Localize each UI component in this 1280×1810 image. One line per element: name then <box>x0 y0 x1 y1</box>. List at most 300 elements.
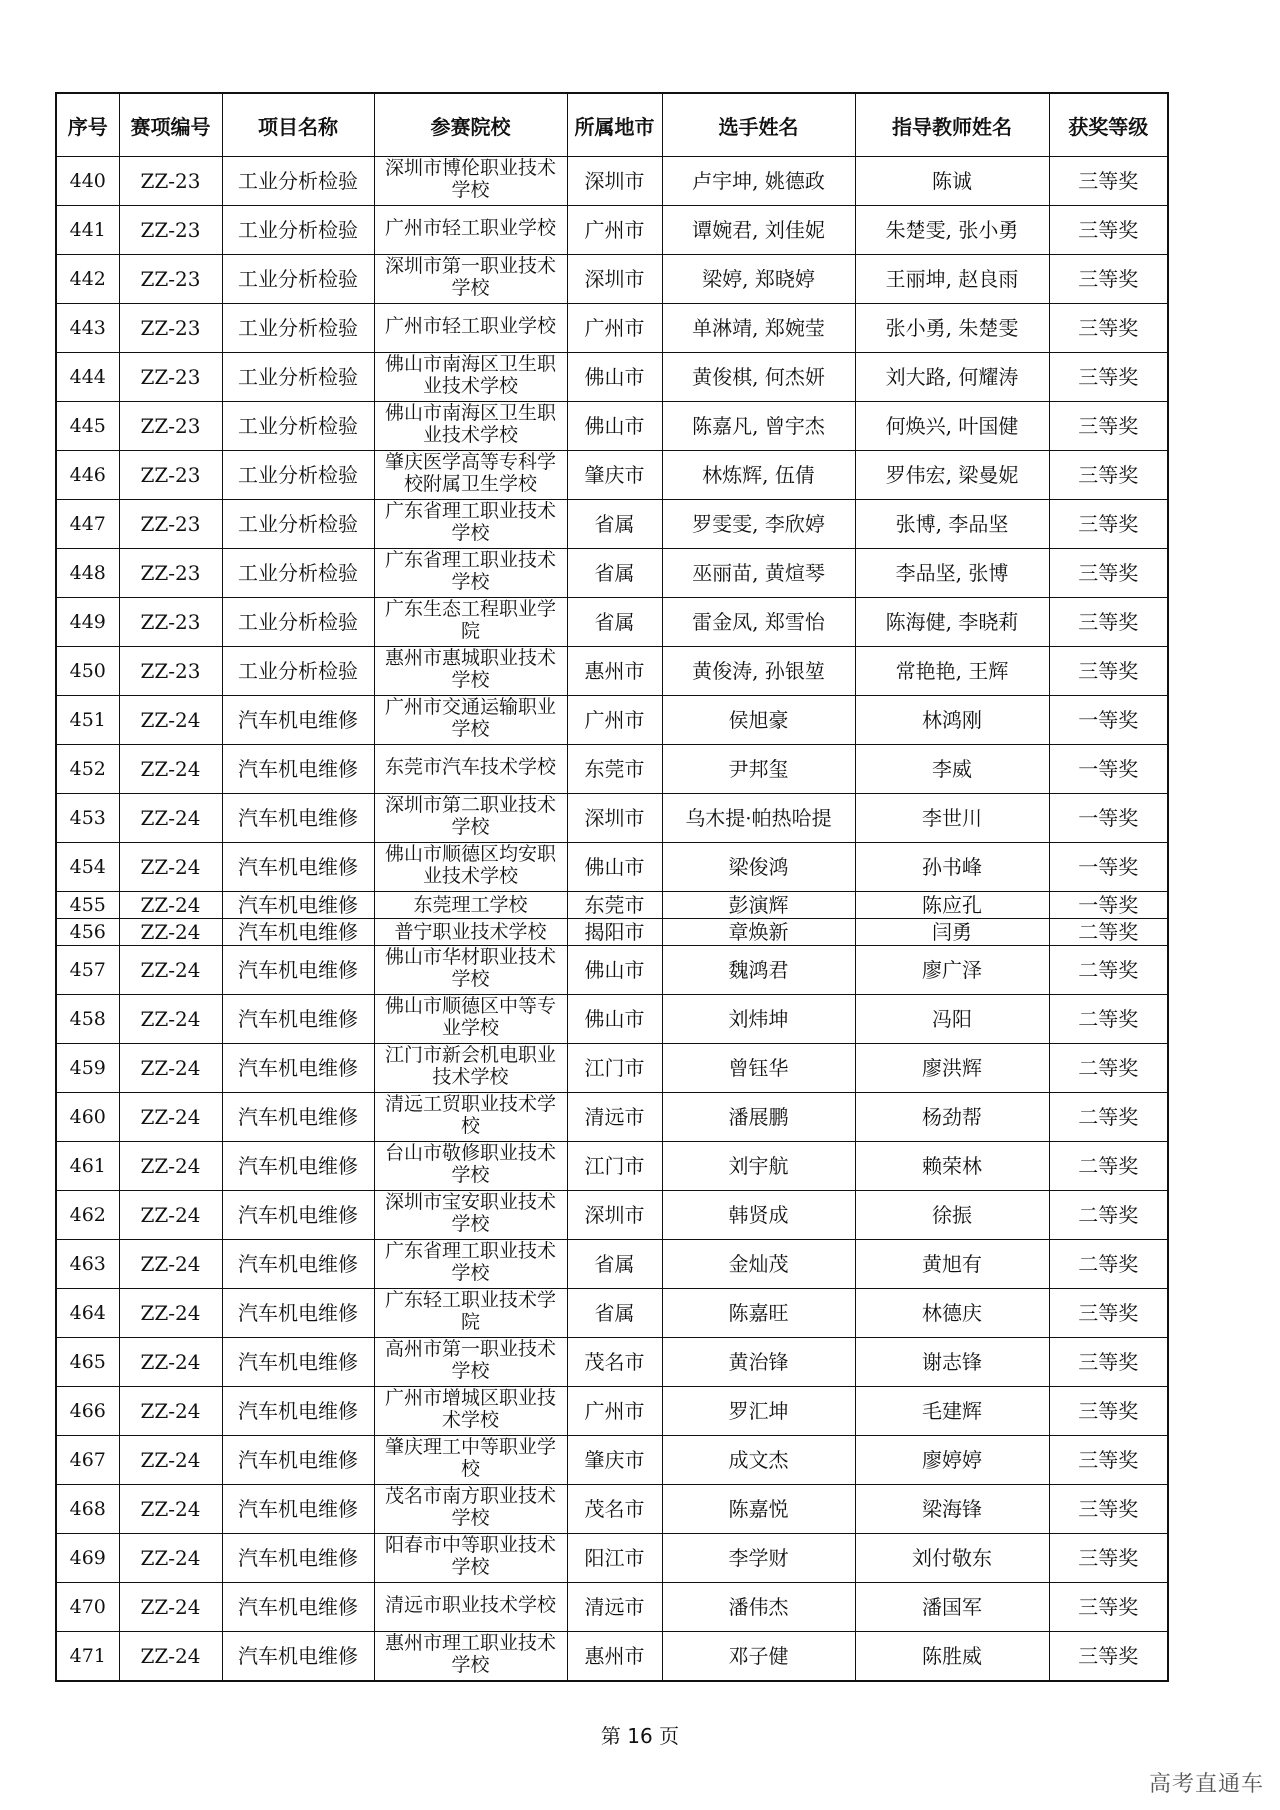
cell-instructors: 陈海健, 李晓莉 <box>855 598 1049 647</box>
cell-contestants: 刘宇航 <box>662 1142 855 1191</box>
cell-contestants: 黄俊涛, 孙银堃 <box>662 647 855 696</box>
school-name: 佛山市顺德区中等专业学校 <box>384 995 556 1039</box>
cell-contestants: 单淋靖, 郑婉莹 <box>662 304 855 353</box>
cell-school <box>374 892 567 919</box>
cell-serial: 443 <box>56 304 119 353</box>
cell-contestants: 卢宇坤, 姚德政 <box>662 157 855 206</box>
cell-school <box>374 1338 567 1387</box>
cell-event-code: ZZ-23 <box>119 500 222 549</box>
cell-city: 深圳市 <box>567 255 662 304</box>
cell-school <box>374 647 567 696</box>
cell-school <box>374 353 567 402</box>
school-name: 阳春市中等职业技术学校 <box>384 1534 556 1578</box>
cell-city: 江门市 <box>567 1142 662 1191</box>
awards-table <box>55 92 1169 1682</box>
school-name: 佛山市南海区卫生职业技术学校 <box>384 402 556 446</box>
cell-instructors: 陈胜威 <box>855 1632 1049 1681</box>
cell-project-name: 汽车机电维修 <box>222 1289 374 1338</box>
cell-school <box>374 1534 567 1583</box>
cell-school <box>374 1191 567 1240</box>
cell-contestants: 林炼辉, 伍倩 <box>662 451 855 500</box>
cell-contestants: 罗汇坤 <box>662 1387 855 1436</box>
cell-project-name: 汽车机电维修 <box>222 1142 374 1191</box>
cell-instructors: 梁海锋 <box>855 1485 1049 1534</box>
table-row <box>56 1632 1168 1681</box>
cell-school <box>374 1044 567 1093</box>
cell-contestants: 陈嘉凡, 曾宇杰 <box>662 402 855 451</box>
school-name: 广州市交通运输职业学校 <box>384 696 556 740</box>
table-row <box>56 647 1168 696</box>
cell-city: 佛山市 <box>567 843 662 892</box>
cell-serial: 469 <box>56 1534 119 1583</box>
cell-award-level: 二等奖 <box>1049 1142 1168 1191</box>
cell-event-code: ZZ-23 <box>119 255 222 304</box>
cell-serial: 458 <box>56 995 119 1044</box>
cell-city: 省属 <box>567 500 662 549</box>
cell-school <box>374 745 567 794</box>
cell-instructors: 廖广泽 <box>855 946 1049 995</box>
cell-project-name: 汽车机电维修 <box>222 696 374 745</box>
cell-award-level: 三等奖 <box>1049 255 1168 304</box>
cell-city: 阳江市 <box>567 1534 662 1583</box>
cell-city: 广州市 <box>567 304 662 353</box>
table-row <box>56 892 1168 919</box>
cell-serial: 466 <box>56 1387 119 1436</box>
cell-city: 清远市 <box>567 1093 662 1142</box>
school-name: 东莞理工学校 <box>413 894 528 916</box>
cell-event-code: ZZ-23 <box>119 647 222 696</box>
school-name: 深圳市宝安职业技术学校 <box>384 1191 556 1235</box>
school-name: 惠州市惠城职业技术学校 <box>384 647 556 691</box>
cell-school <box>374 1093 567 1142</box>
table-row <box>56 598 1168 647</box>
cell-project-name: 工业分析检验 <box>222 549 374 598</box>
cell-city: 广州市 <box>567 206 662 255</box>
cell-contestants: 罗雯雯, 李欣婷 <box>662 500 855 549</box>
table-row <box>56 1387 1168 1436</box>
table-row <box>56 1583 1168 1632</box>
header-contestants: 选手姓名 <box>662 93 855 157</box>
cell-school <box>374 995 567 1044</box>
table-body <box>56 157 1168 1681</box>
cell-school <box>374 1289 567 1338</box>
cell-city: 深圳市 <box>567 157 662 206</box>
cell-school <box>374 255 567 304</box>
cell-project-name: 汽车机电维修 <box>222 892 374 919</box>
cell-award-level: 二等奖 <box>1049 995 1168 1044</box>
cell-event-code: ZZ-24 <box>119 1044 222 1093</box>
cell-project-name: 工业分析检验 <box>222 500 374 549</box>
cell-instructors: 徐振 <box>855 1191 1049 1240</box>
school-name: 惠州市理工职业技术学校 <box>384 1631 556 1676</box>
cell-city: 深圳市 <box>567 1191 662 1240</box>
table-row <box>56 206 1168 255</box>
cell-instructors: 谢志锋 <box>855 1338 1049 1387</box>
cell-project-name: 汽车机电维修 <box>222 1093 374 1142</box>
header-award-level: 获奖等级 <box>1049 93 1168 157</box>
cell-serial: 453 <box>56 794 119 843</box>
cell-school <box>374 696 567 745</box>
table-row <box>56 1093 1168 1142</box>
cell-school <box>374 1387 567 1436</box>
cell-serial: 440 <box>56 157 119 206</box>
cell-project-name: 汽车机电维修 <box>222 1436 374 1485</box>
cell-instructors: 李世川 <box>855 794 1049 843</box>
cell-serial: 446 <box>56 451 119 500</box>
school-name: 深圳市博伦职业技术学校 <box>384 157 556 201</box>
header-school: 参赛院校 <box>374 93 567 157</box>
school-name: 广州市增城区职业技术学校 <box>384 1387 556 1431</box>
cell-event-code: ZZ-23 <box>119 157 222 206</box>
header-project-name: 项目名称 <box>222 93 374 157</box>
school-name: 肇庆医学高等专科学校附属卫生学校 <box>384 451 556 495</box>
cell-city: 惠州市 <box>567 647 662 696</box>
cell-serial: 454 <box>56 843 119 892</box>
cell-school <box>374 1436 567 1485</box>
cell-serial: 456 <box>56 919 119 946</box>
cell-instructors: 黄旭有 <box>855 1240 1049 1289</box>
cell-contestants: 邓子健 <box>662 1632 855 1681</box>
cell-city: 广州市 <box>567 1387 662 1436</box>
table-row <box>56 304 1168 353</box>
cell-project-name: 汽车机电维修 <box>222 919 374 946</box>
cell-award-level: 三等奖 <box>1049 304 1168 353</box>
cell-award-level: 一等奖 <box>1049 696 1168 745</box>
cell-event-code: ZZ-24 <box>119 1485 222 1534</box>
cell-city: 省属 <box>567 1289 662 1338</box>
cell-award-level: 三等奖 <box>1049 647 1168 696</box>
cell-project-name: 工业分析检验 <box>222 598 374 647</box>
cell-event-code: ZZ-24 <box>119 745 222 794</box>
cell-award-level: 三等奖 <box>1049 598 1168 647</box>
cell-city: 佛山市 <box>567 995 662 1044</box>
cell-city: 茂名市 <box>567 1338 662 1387</box>
cell-project-name: 汽车机电维修 <box>222 1338 374 1387</box>
cell-project-name: 汽车机电维修 <box>222 995 374 1044</box>
school-name: 深圳市第二职业技术学校 <box>384 794 556 838</box>
cell-event-code: ZZ-24 <box>119 995 222 1044</box>
cell-school <box>374 1632 567 1681</box>
cell-school <box>374 157 567 206</box>
cell-award-level: 三等奖 <box>1049 500 1168 549</box>
school-name: 深圳市第一职业技术学校 <box>384 255 556 299</box>
cell-event-code: ZZ-23 <box>119 549 222 598</box>
table-row <box>56 1485 1168 1534</box>
cell-instructors: 朱楚雯, 张小勇 <box>855 206 1049 255</box>
cell-award-level: 二等奖 <box>1049 1093 1168 1142</box>
school-name: 茂名市南方职业技术学校 <box>384 1485 556 1529</box>
school-name: 东莞市汽车技术学校 <box>384 756 556 778</box>
cell-award-level: 三等奖 <box>1049 1338 1168 1387</box>
cell-serial: 464 <box>56 1289 119 1338</box>
cell-serial: 455 <box>56 892 119 919</box>
header-instructors: 指导教师姓名 <box>855 93 1049 157</box>
cell-instructors: 张博, 李品坚 <box>855 500 1049 549</box>
cell-school <box>374 206 567 255</box>
table-row <box>56 946 1168 995</box>
school-name: 广州市轻工职业学校 <box>384 315 556 337</box>
table-row <box>56 451 1168 500</box>
cell-instructors: 陈诚 <box>855 157 1049 206</box>
cell-school <box>374 451 567 500</box>
cell-project-name: 工业分析检验 <box>222 255 374 304</box>
table-row <box>56 1436 1168 1485</box>
school-name: 高州市第一职业技术学校 <box>384 1338 556 1382</box>
cell-award-level: 一等奖 <box>1049 843 1168 892</box>
table-row <box>56 919 1168 946</box>
table-header <box>56 93 1168 157</box>
cell-serial: 441 <box>56 206 119 255</box>
cell-instructors: 何焕兴, 叶国健 <box>855 402 1049 451</box>
table-row <box>56 1289 1168 1338</box>
cell-serial: 470 <box>56 1583 119 1632</box>
cell-contestants: 黄俊棋, 何杰妍 <box>662 353 855 402</box>
cell-school <box>374 794 567 843</box>
school-name: 清远工贸职业技术学校 <box>384 1093 556 1137</box>
cell-project-name: 汽车机电维修 <box>222 794 374 843</box>
page-number: 第 16 页 <box>600 1724 680 1748</box>
cell-award-level: 一等奖 <box>1049 892 1168 919</box>
cell-city: 佛山市 <box>567 402 662 451</box>
cell-award-level: 三等奖 <box>1049 1436 1168 1485</box>
cell-event-code: ZZ-24 <box>119 1338 222 1387</box>
cell-contestants: 梁婷, 郑晓婷 <box>662 255 855 304</box>
cell-serial: 465 <box>56 1338 119 1387</box>
cell-event-code: ZZ-24 <box>119 1534 222 1583</box>
cell-school <box>374 402 567 451</box>
cell-instructors: 李品坚, 张博 <box>855 549 1049 598</box>
cell-instructors: 毛建辉 <box>855 1387 1049 1436</box>
cell-serial: 457 <box>56 946 119 995</box>
cell-serial: 444 <box>56 353 119 402</box>
cell-project-name: 工业分析检验 <box>222 402 374 451</box>
table-row <box>56 157 1168 206</box>
table-row <box>56 549 1168 598</box>
table-row <box>56 794 1168 843</box>
cell-serial: 447 <box>56 500 119 549</box>
cell-project-name: 汽车机电维修 <box>222 1583 374 1632</box>
school-name: 清远市职业技术学校 <box>384 1594 556 1616</box>
cell-city: 省属 <box>567 1240 662 1289</box>
school-name: 广州市轻工职业学校 <box>384 217 556 239</box>
cell-instructors: 林德庆 <box>855 1289 1049 1338</box>
cell-instructors: 廖婷婷 <box>855 1436 1049 1485</box>
cell-city: 省属 <box>567 598 662 647</box>
cell-event-code: ZZ-24 <box>119 1289 222 1338</box>
header-serial: 序号 <box>56 93 119 157</box>
watermark: 高考直通车 <box>1148 1772 1264 1797</box>
cell-project-name: 汽车机电维修 <box>222 1191 374 1240</box>
cell-city: 清远市 <box>567 1583 662 1632</box>
cell-contestants: 梁俊鸿 <box>662 843 855 892</box>
cell-contestants: 韩贤成 <box>662 1191 855 1240</box>
cell-project-name: 汽车机电维修 <box>222 1240 374 1289</box>
cell-instructors: 罗伟宏, 梁曼妮 <box>855 451 1049 500</box>
cell-instructors: 孙书峰 <box>855 843 1049 892</box>
cell-serial: 445 <box>56 402 119 451</box>
school-name: 台山市敬修职业技术学校 <box>384 1142 556 1186</box>
cell-project-name: 工业分析检验 <box>222 647 374 696</box>
cell-event-code: ZZ-24 <box>119 843 222 892</box>
table-row <box>56 1191 1168 1240</box>
cell-city: 惠州市 <box>567 1632 662 1681</box>
cell-instructors: 林鸿刚 <box>855 696 1049 745</box>
cell-project-name: 工业分析检验 <box>222 451 374 500</box>
cell-instructors: 杨劲帮 <box>855 1093 1049 1142</box>
cell-event-code: ZZ-24 <box>119 946 222 995</box>
cell-contestants: 李学财 <box>662 1534 855 1583</box>
cell-instructors: 廖洪辉 <box>855 1044 1049 1093</box>
cell-contestants: 谭婉君, 刘佳妮 <box>662 206 855 255</box>
cell-city: 东莞市 <box>567 745 662 794</box>
school-name: 肇庆理工中等职业学校 <box>384 1436 556 1480</box>
table-row <box>56 1534 1168 1583</box>
cell-event-code: ZZ-24 <box>119 919 222 946</box>
cell-contestants: 魏鸿君 <box>662 946 855 995</box>
cell-contestants: 雷金凤, 郑雪怡 <box>662 598 855 647</box>
cell-project-name: 汽车机电维修 <box>222 1387 374 1436</box>
cell-contestants: 金灿茂 <box>662 1240 855 1289</box>
cell-contestants: 潘伟杰 <box>662 1583 855 1632</box>
school-name: 佛山市南海区卫生职业技术学校 <box>384 353 556 397</box>
cell-school <box>374 1485 567 1534</box>
cell-award-level: 三等奖 <box>1049 1289 1168 1338</box>
cell-project-name: 工业分析检验 <box>222 206 374 255</box>
cell-serial: 463 <box>56 1240 119 1289</box>
cell-school <box>374 1240 567 1289</box>
cell-contestants: 潘展鹏 <box>662 1093 855 1142</box>
cell-school <box>374 304 567 353</box>
cell-contestants: 曾钰华 <box>662 1044 855 1093</box>
cell-project-name: 工业分析检验 <box>222 157 374 206</box>
cell-project-name: 汽车机电维修 <box>222 1485 374 1534</box>
cell-instructors: 张小勇, 朱楚雯 <box>855 304 1049 353</box>
cell-instructors: 陈应孔 <box>855 892 1049 919</box>
school-name: 广东生态工程职业学院 <box>384 598 556 642</box>
table-row <box>56 696 1168 745</box>
cell-city: 揭阳市 <box>567 919 662 946</box>
table-row <box>56 255 1168 304</box>
table-row <box>56 995 1168 1044</box>
cell-city: 江门市 <box>567 1044 662 1093</box>
cell-serial: 461 <box>56 1142 119 1191</box>
cell-contestants: 巫丽苗, 黄煊琴 <box>662 549 855 598</box>
school-name: 广东轻工职业技术学院 <box>384 1289 556 1333</box>
cell-award-level: 三等奖 <box>1049 451 1168 500</box>
table-row <box>56 500 1168 549</box>
table-row <box>56 353 1168 402</box>
school-name: 广东省理工职业技术学校 <box>384 549 556 593</box>
header-event-code: 赛项编号 <box>119 93 222 157</box>
cell-project-name: 汽车机电维修 <box>222 946 374 995</box>
table-row <box>56 1142 1168 1191</box>
cell-instructors: 常艳艳, 王辉 <box>855 647 1049 696</box>
cell-project-name: 汽车机电维修 <box>222 1632 374 1681</box>
cell-contestants: 彭演辉 <box>662 892 855 919</box>
cell-award-level: 二等奖 <box>1049 1191 1168 1240</box>
cell-instructors: 闫勇 <box>855 919 1049 946</box>
cell-event-code: ZZ-24 <box>119 1093 222 1142</box>
cell-instructors: 刘付敬东 <box>855 1534 1049 1583</box>
cell-serial: 471 <box>56 1632 119 1681</box>
cell-award-level: 三等奖 <box>1049 402 1168 451</box>
cell-school <box>374 549 567 598</box>
cell-project-name: 汽车机电维修 <box>222 843 374 892</box>
cell-city: 广州市 <box>567 696 662 745</box>
cell-event-code: ZZ-24 <box>119 1632 222 1681</box>
cell-contestants: 乌木提·帕热哈提 <box>662 794 855 843</box>
cell-award-level: 三等奖 <box>1049 1534 1168 1583</box>
cell-award-level: 二等奖 <box>1049 1044 1168 1093</box>
cell-contestants: 陈嘉悦 <box>662 1485 855 1534</box>
cell-event-code: ZZ-23 <box>119 304 222 353</box>
cell-serial: 451 <box>56 696 119 745</box>
cell-project-name: 汽车机电维修 <box>222 1534 374 1583</box>
cell-school <box>374 1142 567 1191</box>
cell-serial: 467 <box>56 1436 119 1485</box>
cell-event-code: ZZ-24 <box>119 1436 222 1485</box>
cell-serial: 450 <box>56 647 119 696</box>
cell-event-code: ZZ-24 <box>119 1240 222 1289</box>
cell-award-level: 三等奖 <box>1049 1632 1168 1681</box>
cell-instructors: 刘大路, 何耀涛 <box>855 353 1049 402</box>
cell-award-level: 三等奖 <box>1049 1387 1168 1436</box>
cell-award-level: 一等奖 <box>1049 794 1168 843</box>
school-name: 佛山市顺德区均安职业技术学校 <box>384 843 556 887</box>
cell-instructors: 冯阳 <box>855 995 1049 1044</box>
cell-event-code: ZZ-23 <box>119 206 222 255</box>
cell-serial: 442 <box>56 255 119 304</box>
cell-serial: 459 <box>56 1044 119 1093</box>
cell-project-name: 汽车机电维修 <box>222 1044 374 1093</box>
header-city: 所属地市 <box>567 93 662 157</box>
cell-award-level: 三等奖 <box>1049 1583 1168 1632</box>
cell-instructors: 潘国军 <box>855 1583 1049 1632</box>
cell-city: 佛山市 <box>567 946 662 995</box>
cell-serial: 448 <box>56 549 119 598</box>
cell-award-level: 三等奖 <box>1049 157 1168 206</box>
cell-contestants: 陈嘉旺 <box>662 1289 855 1338</box>
cell-event-code: ZZ-23 <box>119 402 222 451</box>
cell-school <box>374 500 567 549</box>
cell-city: 肇庆市 <box>567 451 662 500</box>
cell-contestants: 成文杰 <box>662 1436 855 1485</box>
cell-contestants: 刘炜坤 <box>662 995 855 1044</box>
school-name: 广东省理工职业技术学校 <box>384 1240 556 1284</box>
school-name: 江门市新会机电职业技术学校 <box>384 1044 556 1088</box>
cell-serial: 468 <box>56 1485 119 1534</box>
cell-event-code: ZZ-23 <box>119 598 222 647</box>
header-row <box>56 93 1168 157</box>
cell-city: 佛山市 <box>567 353 662 402</box>
cell-serial: 460 <box>56 1093 119 1142</box>
cell-project-name: 工业分析检验 <box>222 353 374 402</box>
table-row <box>56 745 1168 794</box>
cell-contestants: 章焕新 <box>662 919 855 946</box>
cell-award-level: 二等奖 <box>1049 1240 1168 1289</box>
table-row <box>56 1338 1168 1387</box>
cell-contestants: 黄治锋 <box>662 1338 855 1387</box>
table-row <box>56 402 1168 451</box>
cell-city: 深圳市 <box>567 794 662 843</box>
table-row <box>56 1044 1168 1093</box>
cell-serial: 452 <box>56 745 119 794</box>
cell-award-level: 二等奖 <box>1049 946 1168 995</box>
cell-city: 省属 <box>567 549 662 598</box>
cell-city: 肇庆市 <box>567 1436 662 1485</box>
cell-instructors: 李威 <box>855 745 1049 794</box>
cell-contestants: 侯旭豪 <box>662 696 855 745</box>
